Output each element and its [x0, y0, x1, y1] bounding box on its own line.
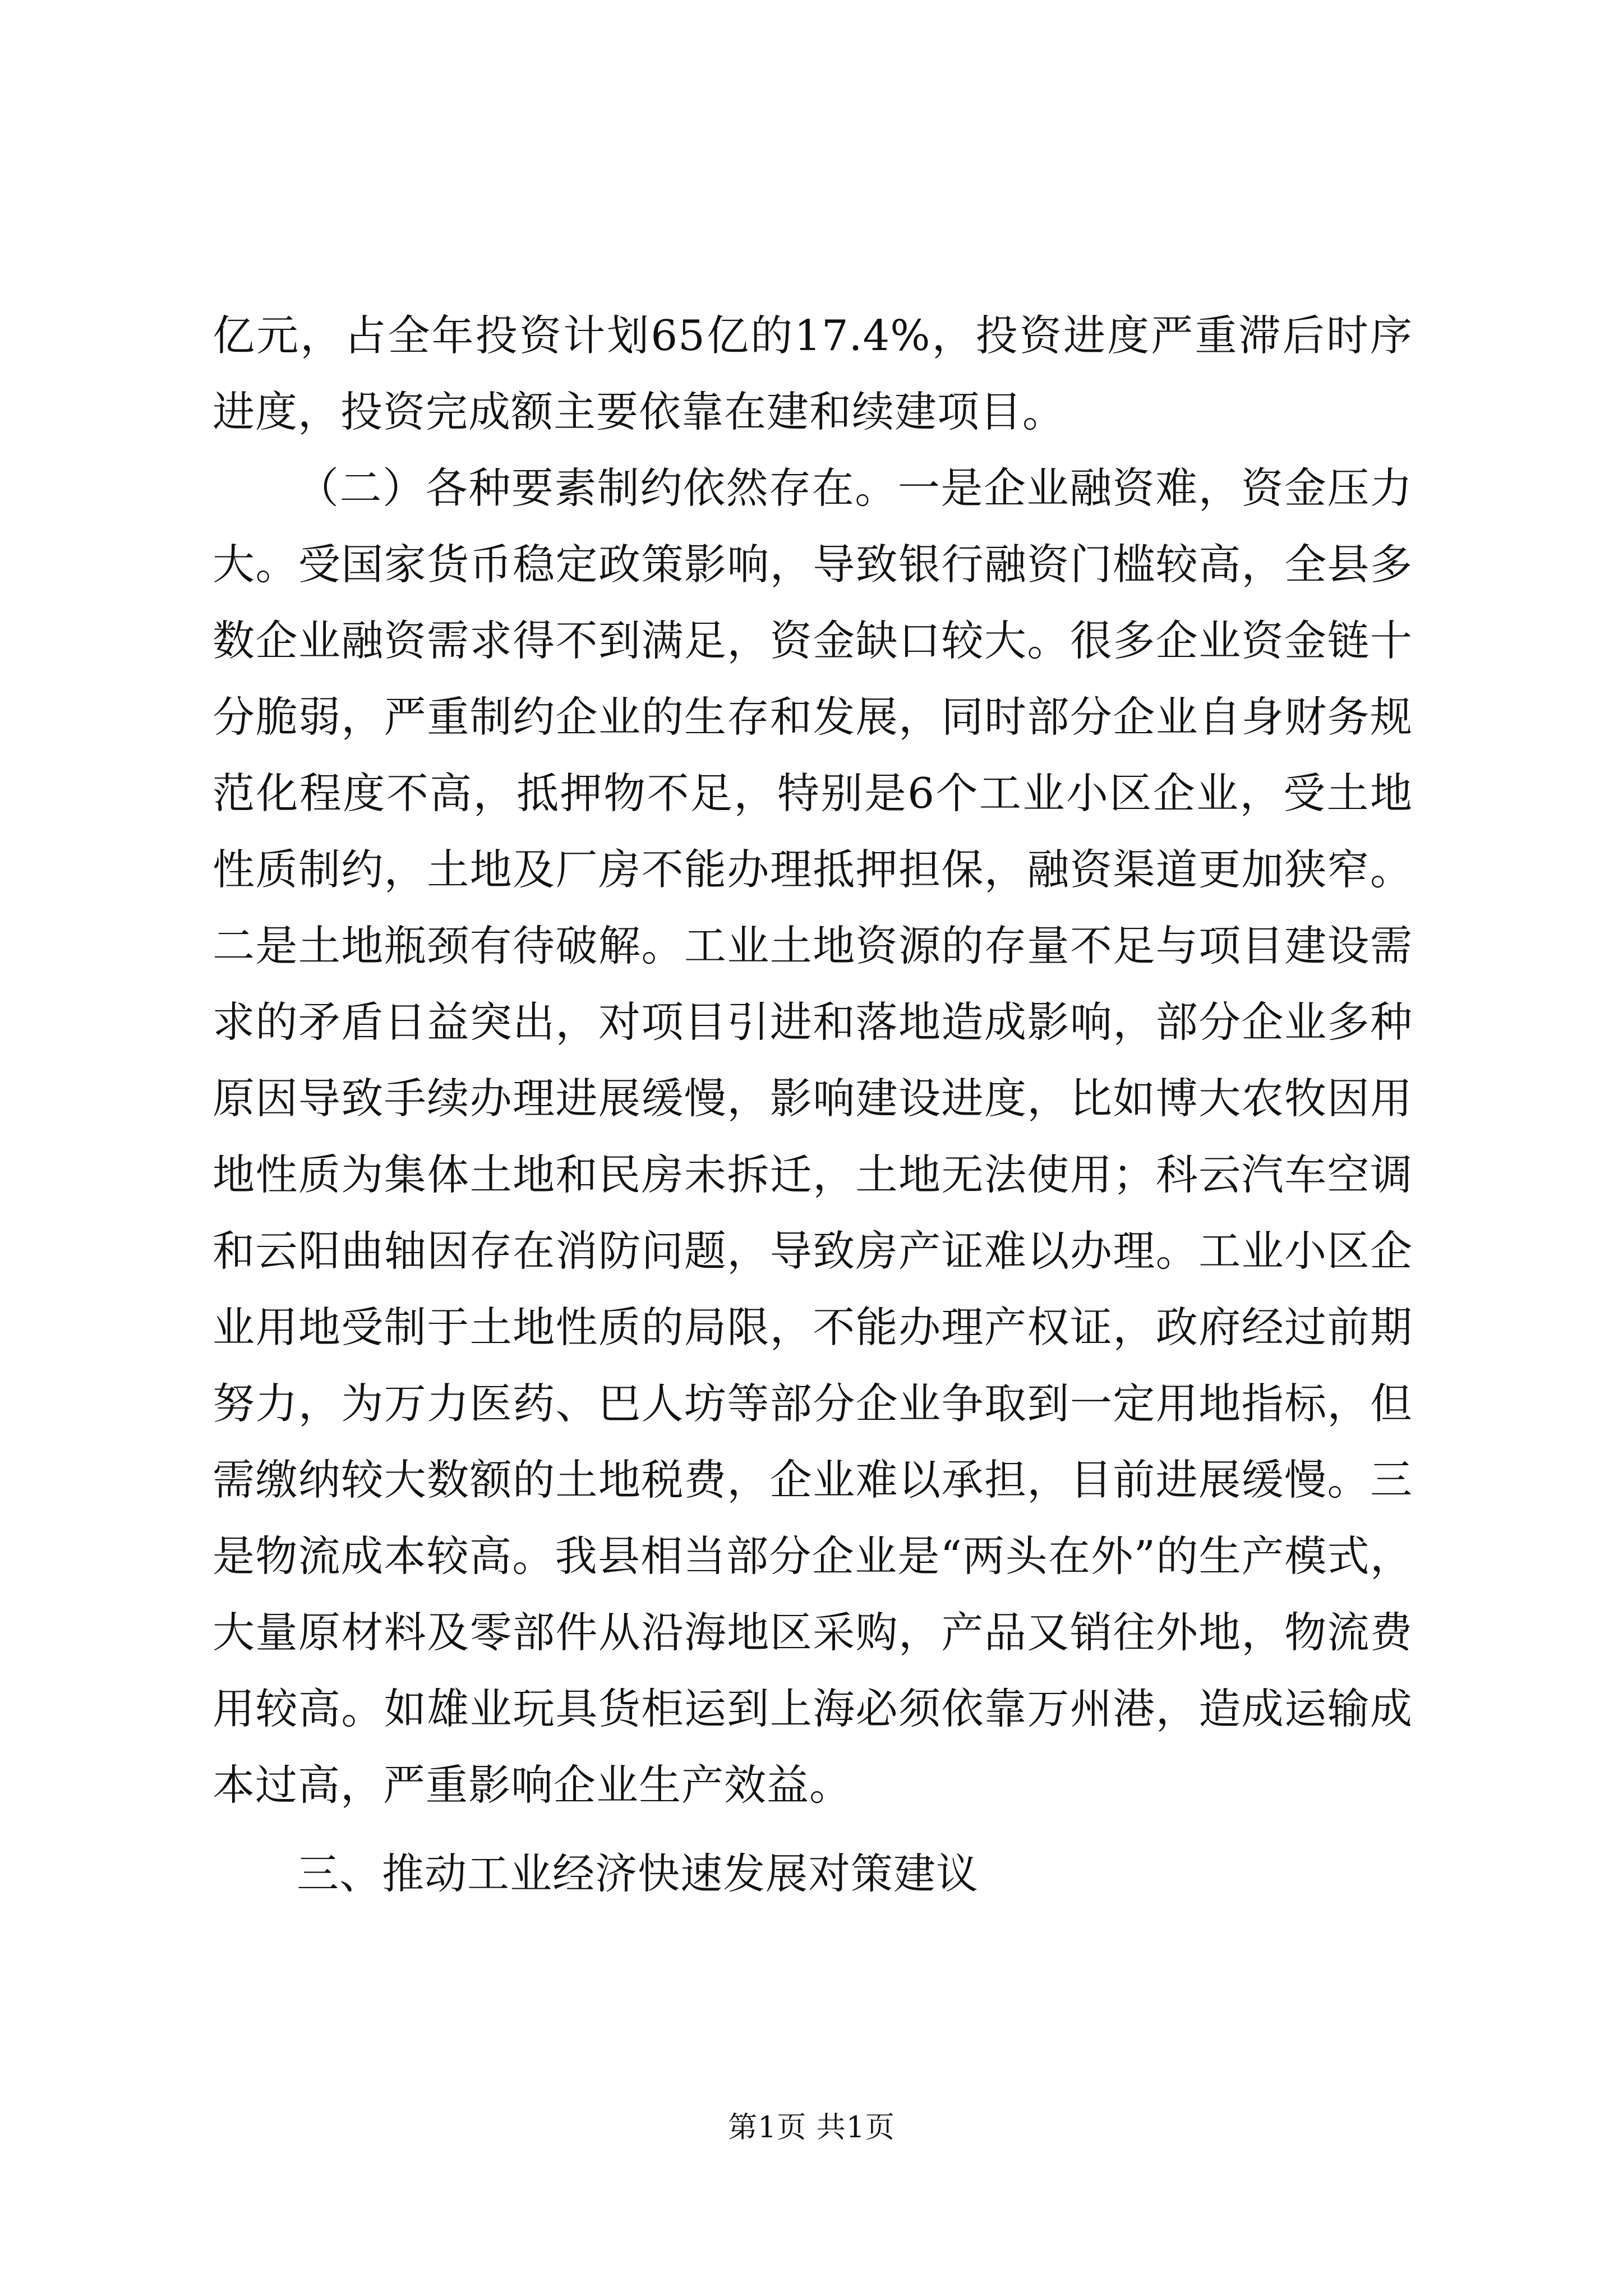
- section-heading: 三、推动工业经济快速发展对策建议: [297, 1849, 979, 1898]
- paragraph-factor-constraints: （二）各种要素制约依然存在。一是企业融资难，资金压力大。受国家货币稳定政策影响，导致银行融资门槛较高，全县多数企业融资需求得不到满足，资金缺口较大。很多企业资金链十分脆弱，严重制约企业的生存和发展，同时部分企业自身财务规范化程度不高，抵押物不足，特别是6个工业小区企业，受土地性质制约，土地及厂房不能办理抵押担保，融资渠道更加狭窄。二是土地瓶颈有待破解。工业土地资源的存量不足与项目建设需求的矛盾日益突出，对项目引进和落地造成影响，部分企业多种原因导致手续办理进展缓慢，影响建设进度，比如博大农牧因用地性质为集体土地和民房未拆迁，土地无法使用；科云汽车空调和云阳曲轴因存在消防问题，导致房产证难以办理。工业小区企业用地受制于土地性质的局限，不能办理产权证，政府经过前期努力，为万力医药、巴人坊等部分企业争取到一定用地指标，但需缴纳较大数额的土地税费，企业难以承担，目前进展缓慢。三是物流成本较高。我县相当部分企业是“两头在外”的生产模式，大量原材料及零部件从沿海地区采购，产品又销往外地，物流费用较高。如雄业玩具货柜运到上海必须依靠万州港，造成运输成本过高，严重影响企业生产效益。: [213, 463, 1413, 1810]
- paragraph-investment-progress: 亿元，占全年投资计划65亿的17.4%，投资进度严重滞后时序进度，投资完成额主要依靠在建和续建项目。: [213, 311, 1413, 436]
- document-body: [213, 297, 1413, 1912]
- page-footer: 第1页 共1页: [728, 2111, 895, 2145]
